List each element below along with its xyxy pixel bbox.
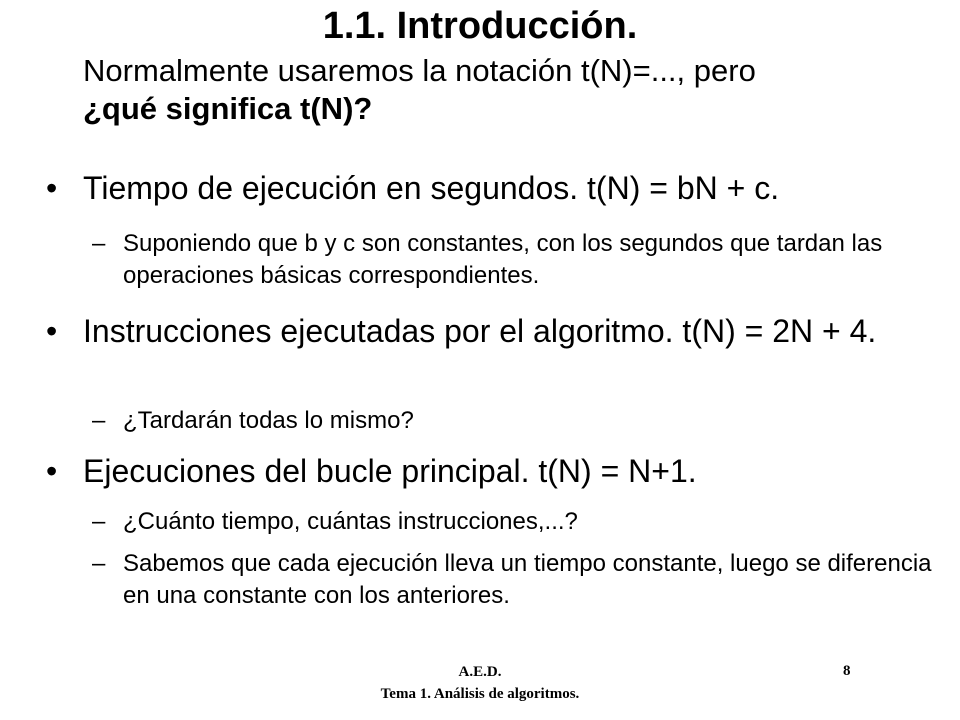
subtitle-question: ¿qué significa t(N)? xyxy=(83,91,373,126)
slide-title: 1.1. Introducción. xyxy=(322,5,638,47)
sub-marker: – xyxy=(92,550,106,577)
sub-marker: – xyxy=(92,230,106,257)
sub-text: Suponiendo que b y c son constantes, con los segundos que tardan las operaciones básicas correspondientes. xyxy=(123,230,883,289)
sub-item-2 xyxy=(92,405,932,437)
bullet-item-1 xyxy=(46,169,926,208)
bullet-item-3 xyxy=(46,452,926,491)
sub-item-3 xyxy=(92,506,932,538)
sub-marker: – xyxy=(92,407,106,434)
bullet-marker: • xyxy=(46,170,58,206)
sub-item-4 xyxy=(92,548,932,612)
footer-course: A.E.D. xyxy=(458,664,502,680)
bullet-text: Instrucciones ejecutadas por el algoritmo. t(N) = 2N + 4. xyxy=(83,313,877,349)
sub-text: ¿Tardarán todas lo mismo? xyxy=(123,407,414,434)
sub-text: ¿Cuánto tiempo, cuántas instrucciones,...? xyxy=(123,508,578,535)
bullet-marker: • xyxy=(46,453,58,489)
bullet-text: Tiempo de ejecución en segundos. t(N) = bN + c. xyxy=(83,170,780,206)
page-number: 8 xyxy=(843,663,851,679)
sub-text: Sabemos que cada ejecución lleva un tiempo constante, luego se diferencia en una constante con los anteriores. xyxy=(123,550,932,609)
bullet-marker: • xyxy=(46,313,58,349)
sub-marker: – xyxy=(92,508,106,535)
slide-subtitle xyxy=(83,52,933,128)
subtitle-line-1: Normalmente usaremos la notación t(N)=..., pero xyxy=(83,53,756,88)
sub-item-1 xyxy=(92,228,932,292)
bullet-item-2 xyxy=(46,312,926,351)
footer-topic: Tema 1. Análisis de algoritmos. xyxy=(380,686,580,702)
bullet-text: Ejecuciones del bucle principal. t(N) = N+1. xyxy=(83,453,697,489)
